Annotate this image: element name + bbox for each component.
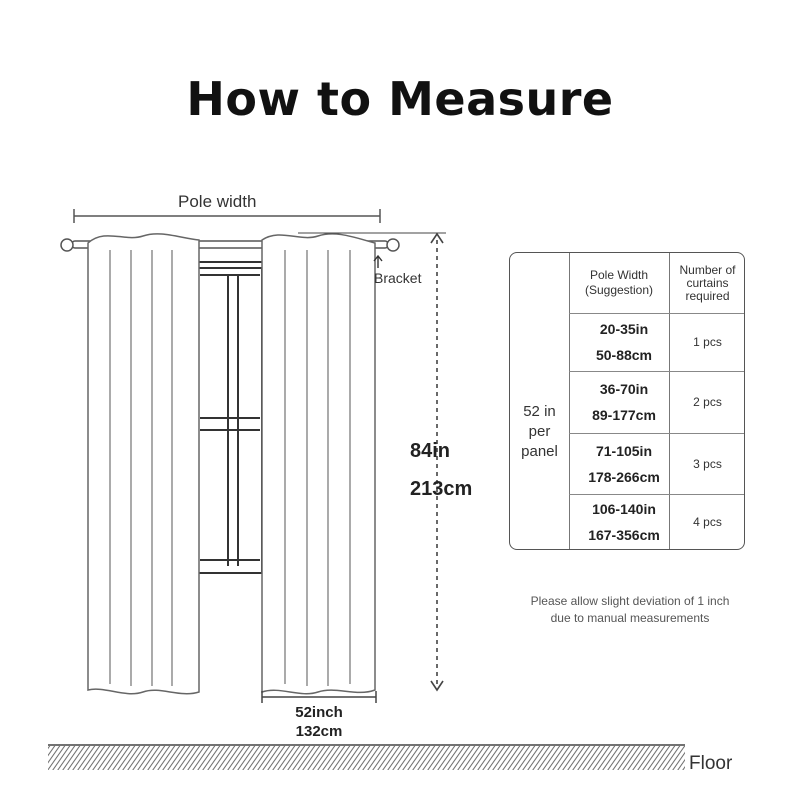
table-row-count: 4 pcs	[693, 514, 722, 529]
table-row-range	[570, 433, 670, 494]
measurement-note	[510, 593, 750, 627]
panel-label-line: 52 in	[523, 403, 556, 420]
height-inch-label: 84in	[410, 440, 451, 462]
panel-label-line: panel	[521, 443, 558, 460]
range-cm: 178-266cm	[588, 468, 660, 485]
sizing-table	[509, 252, 745, 550]
panel-width-inch-label: 52inch	[295, 704, 343, 721]
left-curtain-panel	[88, 234, 199, 694]
right-curtain-panel	[262, 234, 375, 694]
header-pole-width	[569, 253, 669, 313]
range-inch: 106-140in	[592, 500, 656, 517]
header-count-line: curtains	[686, 275, 729, 290]
table-row-range	[570, 313, 670, 371]
panel-width-cm-label: 132cm	[295, 723, 343, 740]
note-line: Please allow slight deviation of 1 inch	[530, 594, 730, 608]
floor-label: Floor	[689, 753, 733, 774]
header-pole-line: (Suggestion)	[584, 283, 654, 297]
table-row-count: 2 pcs	[693, 395, 722, 409]
range-cm: 50-88cm	[595, 347, 653, 363]
pole-width-label: Pole width	[178, 192, 257, 211]
range-inch: 20-35in	[599, 321, 649, 337]
range-cm: 167-356cm	[588, 526, 660, 543]
header-count-line: Number of	[679, 262, 736, 277]
range-inch: 71-105in	[595, 442, 653, 459]
header-count-line: required	[685, 288, 730, 303]
panel-label-line: per	[528, 423, 551, 440]
panel-size-label	[510, 313, 569, 551]
table-row-range	[570, 371, 670, 433]
range-cm: 89-177cm	[592, 407, 656, 423]
table-row-range	[570, 494, 670, 549]
header-pole-line: Pole Width	[589, 268, 648, 282]
page-title: How to Measure	[186, 72, 614, 126]
height-cm-label: 213cm	[410, 478, 473, 500]
note-line: due to manual measurements	[550, 611, 710, 625]
bracket-label: Bracket	[374, 270, 422, 286]
header-curtain-count	[670, 253, 745, 313]
window-frame	[198, 262, 262, 573]
range-inch: 36-70in	[599, 381, 649, 397]
table-row-count: 1 pcs	[693, 335, 722, 349]
table-row-count: 3 pcs	[693, 456, 722, 471]
floor-hatch	[48, 745, 685, 770]
